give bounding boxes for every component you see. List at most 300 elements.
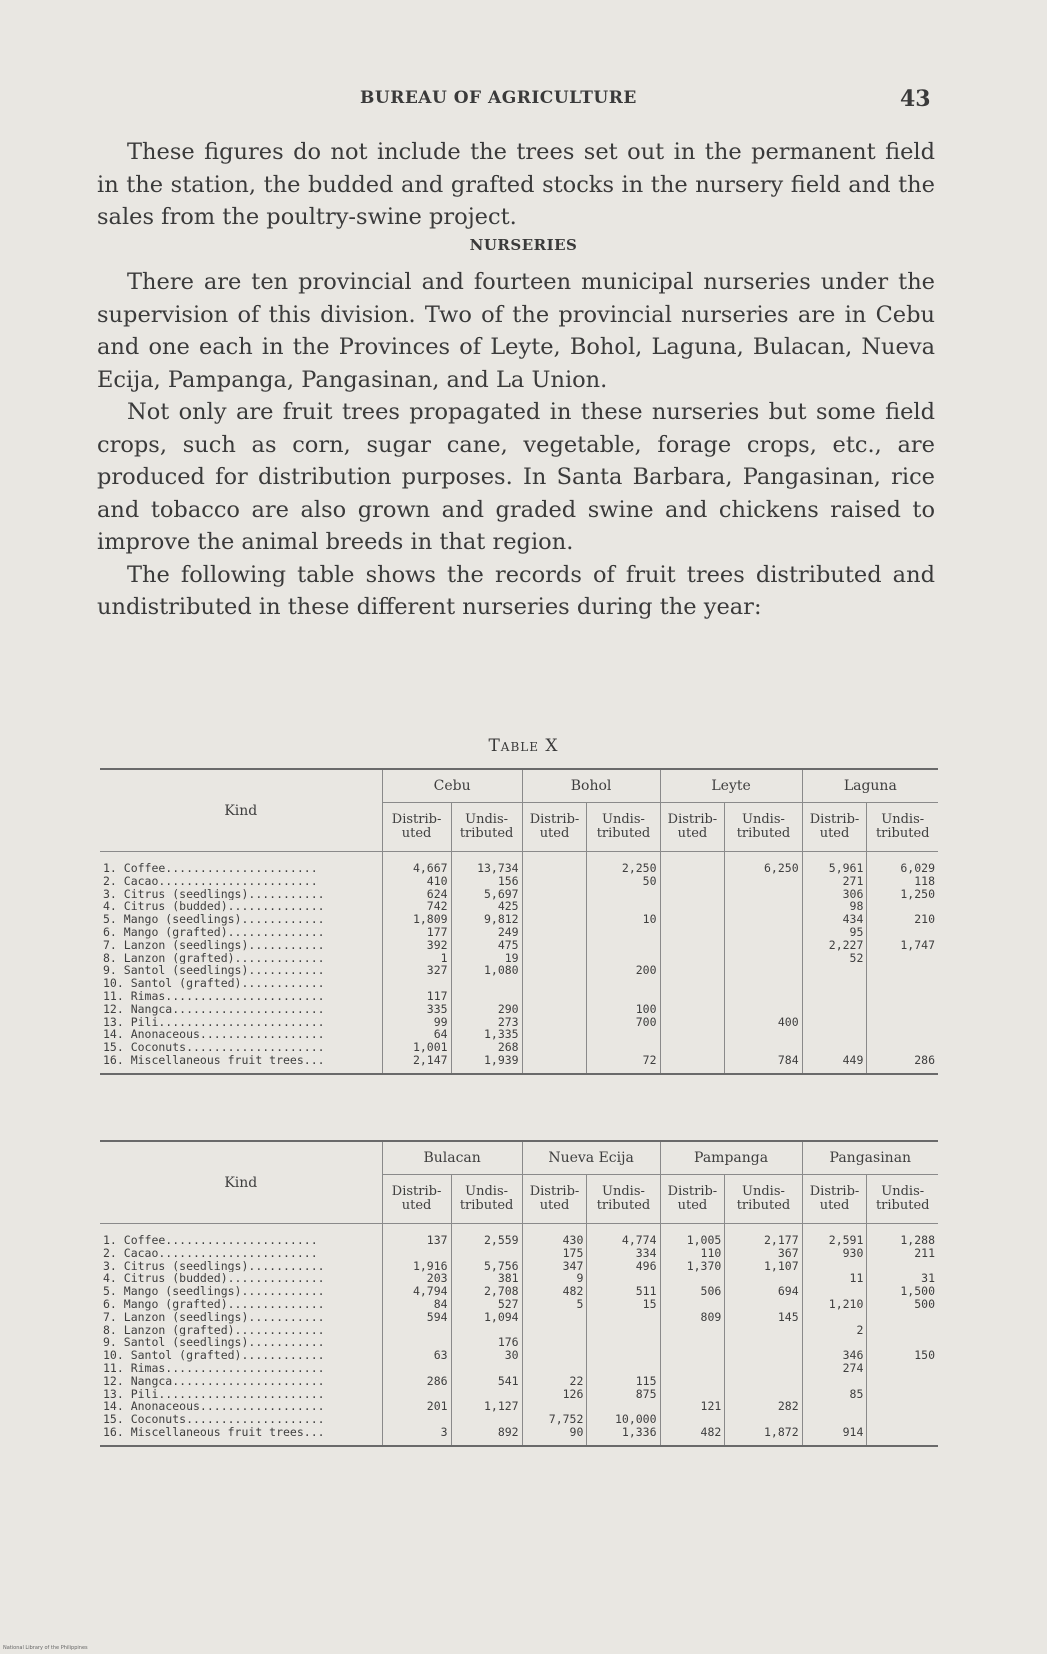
table-row [100, 852, 938, 875]
kind-cell: 4. Citrus (budded).............. [103, 900, 325, 914]
page-number: 43 [900, 86, 931, 112]
distributed-header: Distrib- uted [382, 803, 451, 852]
value-cell [587, 1362, 660, 1375]
value-cell: 15 [587, 1298, 660, 1311]
value-cell [522, 990, 587, 1003]
value-cell [660, 1028, 725, 1041]
table-row [100, 1272, 938, 1285]
value-cell: 85 [802, 1388, 867, 1401]
value-cell [522, 939, 587, 952]
value-cell [802, 1028, 867, 1041]
table-row [100, 1324, 938, 1337]
value-cell: 694 [725, 1285, 802, 1298]
value-cell [660, 875, 725, 888]
value-cell [725, 977, 802, 990]
kind-header: Kind [100, 769, 382, 852]
value-cell: 200 [587, 964, 660, 977]
nursery-table-2 [100, 1140, 938, 1447]
value-cell [867, 977, 938, 990]
distributed-header: Distrib- uted [522, 1175, 587, 1224]
value-cell [587, 1349, 660, 1362]
table-row [100, 1247, 938, 1260]
kind-cell: 14. Anonaceous.................. [103, 1028, 325, 1042]
value-cell [867, 964, 938, 977]
value-cell: 203 [382, 1272, 451, 1285]
value-cell [522, 977, 587, 990]
value-cell [660, 852, 725, 875]
distributed-header: Distrib- uted [382, 1175, 451, 1224]
province-header: Leyte [660, 769, 802, 803]
value-cell: 273 [451, 1016, 522, 1029]
table-row [100, 1285, 938, 1298]
value-cell: 1,107 [725, 1260, 802, 1273]
value-cell: 1,747 [867, 939, 938, 952]
value-cell: 5,756 [451, 1260, 522, 1273]
kind-cell: 6. Mango (grafted).............. [103, 1297, 325, 1311]
section-heading: NURSERIES [469, 236, 578, 254]
kind-cell: 15. Coconuts.................... [103, 1041, 325, 1054]
value-cell: 290 [451, 1003, 522, 1016]
value-cell [587, 1028, 660, 1041]
paragraph: These figures do not include the trees set out in the permanent field in the station, the budded and grafted stocks in the nursery field and the sales from the poultry-swine project. [97, 139, 935, 230]
value-cell [522, 1041, 587, 1054]
kind-cell: 8. Lanzon (grafted)............. [103, 1323, 325, 1337]
table-row [100, 888, 938, 901]
value-cell: 306 [802, 888, 867, 901]
province-header: Pampanga [660, 1141, 802, 1175]
value-cell: 1,005 [660, 1224, 725, 1247]
value-cell: 117 [382, 990, 451, 1003]
value-cell: 118 [867, 875, 938, 888]
value-cell: 2,708 [451, 1285, 522, 1298]
value-cell: 449 [802, 1054, 867, 1074]
undistributed-header: Undis- tributed [867, 1175, 938, 1224]
value-cell: 121 [660, 1400, 725, 1413]
value-cell: 52 [802, 952, 867, 965]
value-cell [725, 1298, 802, 1311]
value-cell: 392 [382, 939, 451, 952]
value-cell [587, 1324, 660, 1337]
value-cell: 7,752 [522, 1413, 587, 1426]
library-footer: National Library of the Philippines [3, 1645, 88, 1651]
province-header: Bulacan [382, 1141, 522, 1175]
table-row [100, 875, 938, 888]
distributed-header: Distrib- uted [802, 1175, 867, 1224]
value-cell [660, 913, 725, 926]
value-cell: 72 [587, 1054, 660, 1074]
value-cell: 1,094 [451, 1311, 522, 1324]
value-cell [867, 1426, 938, 1446]
value-cell [802, 1003, 867, 1016]
value-cell [725, 900, 802, 913]
value-cell: 327 [382, 964, 451, 977]
province-header: Pangasinan [802, 1141, 938, 1175]
value-cell: 334 [587, 1247, 660, 1260]
value-cell [802, 1016, 867, 1029]
value-cell: 22 [522, 1375, 587, 1388]
table-row [100, 952, 938, 965]
table-row [100, 990, 938, 1003]
value-cell: 400 [725, 1016, 802, 1029]
value-cell [725, 952, 802, 965]
kind-cell: 13. Pili........................ [103, 1015, 325, 1029]
value-cell: 90 [522, 1426, 587, 1446]
value-cell: 3 [382, 1426, 451, 1446]
province-header: Bohol [522, 769, 660, 803]
value-cell: 210 [867, 913, 938, 926]
value-cell: 367 [725, 1247, 802, 1260]
table-row [100, 1400, 938, 1413]
kind-cell: 12. Nangca...................... [103, 1002, 325, 1016]
value-cell [867, 1375, 938, 1388]
value-cell: 1,916 [382, 1260, 451, 1273]
value-cell: 84 [382, 1298, 451, 1311]
value-cell: 274 [802, 1362, 867, 1375]
value-cell: 9 [522, 1272, 587, 1285]
value-cell [802, 1400, 867, 1413]
value-cell: 500 [867, 1298, 938, 1311]
value-cell [522, 1324, 587, 1337]
value-cell [725, 913, 802, 926]
value-cell: 346 [802, 1349, 867, 1362]
value-cell: 784 [725, 1054, 802, 1074]
value-cell: 347 [522, 1260, 587, 1273]
value-cell [522, 1349, 587, 1362]
value-cell [660, 1054, 725, 1074]
value-cell: 177 [382, 926, 451, 939]
value-cell: 126 [522, 1388, 587, 1401]
value-cell: 892 [451, 1426, 522, 1446]
value-cell: 541 [451, 1375, 522, 1388]
table-row [100, 1003, 938, 1016]
value-cell [522, 1362, 587, 1375]
kind-cell: 6. Mango (grafted).............. [103, 925, 325, 939]
value-cell [867, 1003, 938, 1016]
value-cell: 700 [587, 1016, 660, 1029]
value-cell [660, 1003, 725, 1016]
value-cell: 930 [802, 1247, 867, 1260]
kind-cell: 8. Lanzon (grafted)............. [103, 951, 325, 965]
value-cell [725, 1003, 802, 1016]
value-cell: 1,500 [867, 1285, 938, 1298]
value-cell: 1,288 [867, 1224, 938, 1247]
value-cell: 13,734 [451, 852, 522, 875]
value-cell: 137 [382, 1224, 451, 1247]
value-cell: 914 [802, 1426, 867, 1446]
value-cell [867, 990, 938, 1003]
value-cell [382, 1324, 451, 1337]
value-cell: 10 [587, 913, 660, 926]
value-cell: 475 [451, 939, 522, 952]
kind-cell: 9. Santol (seedlings)........... [103, 964, 325, 978]
value-cell: 5,697 [451, 888, 522, 901]
value-cell [867, 1388, 938, 1401]
value-cell [660, 1016, 725, 1029]
value-cell: 4,667 [382, 852, 451, 875]
value-cell: 434 [802, 913, 867, 926]
value-cell: 482 [660, 1426, 725, 1446]
value-cell [867, 1028, 938, 1041]
province-header: Cebu [382, 769, 522, 803]
value-cell [522, 913, 587, 926]
table-caption: Table X [488, 736, 559, 756]
value-cell: 430 [522, 1224, 587, 1247]
value-cell: 156 [451, 875, 522, 888]
value-cell [451, 977, 522, 990]
table-row [100, 1311, 938, 1324]
kind-cell: 7. Lanzon (seedlings)........... [103, 938, 325, 952]
kind-cell: 3. Citrus (seedlings)........... [103, 887, 325, 901]
value-cell: 527 [451, 1298, 522, 1311]
value-cell [660, 1324, 725, 1337]
value-cell: 1,080 [451, 964, 522, 977]
kind-cell: 14. Anonaceous.................. [103, 1400, 325, 1414]
value-cell: 2,147 [382, 1054, 451, 1074]
value-cell [725, 888, 802, 901]
kind-cell: 5. Mango (seedlings)............ [103, 1285, 325, 1298]
value-cell [522, 1054, 587, 1074]
undistributed-header: Undis- tributed [451, 1175, 522, 1224]
value-cell: 100 [587, 1003, 660, 1016]
table-row [100, 964, 938, 977]
value-cell [660, 1041, 725, 1054]
value-cell: 381 [451, 1272, 522, 1285]
kind-cell: 15. Coconuts.................... [103, 1413, 325, 1426]
value-cell [522, 888, 587, 901]
value-cell [802, 990, 867, 1003]
value-cell: 2,227 [802, 939, 867, 952]
value-cell: 286 [867, 1054, 938, 1074]
value-cell: 1,809 [382, 913, 451, 926]
value-cell: 50 [587, 875, 660, 888]
value-cell [867, 1311, 938, 1324]
intro-paragraph-block [97, 136, 935, 234]
value-cell: 1,335 [451, 1028, 522, 1041]
value-cell: 1,336 [587, 1426, 660, 1446]
value-cell [660, 1362, 725, 1375]
value-cell [382, 1247, 451, 1260]
running-title: BUREAU OF AGRICULTURE [360, 88, 637, 108]
value-cell: 2,177 [725, 1224, 802, 1247]
value-cell [451, 1247, 522, 1260]
value-cell [725, 964, 802, 977]
value-cell [522, 1003, 587, 1016]
value-cell [802, 964, 867, 977]
kind-cell: 1. Coffee...................... [103, 861, 318, 875]
kind-cell: 10. Santol (grafted)............ [103, 1349, 325, 1362]
page-header [0, 86, 1047, 116]
undistributed-header: Undis- tributed [587, 1175, 660, 1224]
value-cell [451, 1362, 522, 1375]
value-cell: 482 [522, 1285, 587, 1298]
value-cell [522, 1311, 587, 1324]
table-row [100, 1375, 938, 1388]
value-cell: 511 [587, 1285, 660, 1298]
kind-cell: 5. Mango (seedlings)............ [103, 913, 325, 926]
kind-cell: 2. Cacao....................... [103, 1246, 318, 1260]
value-cell: 4,774 [587, 1224, 660, 1247]
kind-header: Kind [100, 1141, 382, 1224]
value-cell [725, 1028, 802, 1041]
table-row [100, 1260, 938, 1273]
value-cell: 335 [382, 1003, 451, 1016]
distributed-header: Distrib- uted [660, 1175, 725, 1224]
value-cell: 98 [802, 900, 867, 913]
kind-cell: 10. Santol (grafted)............ [103, 977, 325, 990]
value-cell: 506 [660, 1285, 725, 1298]
table-row [100, 1054, 938, 1074]
table-row [100, 939, 938, 952]
distributed-header: Distrib- uted [660, 803, 725, 852]
value-cell: 176 [451, 1336, 522, 1349]
value-cell: 31 [867, 1272, 938, 1285]
value-cell: 2,250 [587, 852, 660, 875]
value-cell: 2 [802, 1324, 867, 1337]
value-cell: 1,127 [451, 1400, 522, 1413]
table-row [100, 1426, 938, 1446]
value-cell [725, 1362, 802, 1375]
table-row [100, 1336, 938, 1349]
kind-cell: 9. Santol (seedlings)........... [103, 1336, 325, 1350]
value-cell [587, 1311, 660, 1324]
value-cell [522, 926, 587, 939]
value-cell: 286 [382, 1375, 451, 1388]
value-cell: 1 [382, 952, 451, 965]
value-cell [660, 1336, 725, 1349]
value-cell [522, 1016, 587, 1029]
value-cell: 249 [451, 926, 522, 939]
value-cell [660, 1375, 725, 1388]
table-row [100, 1362, 938, 1375]
value-cell [587, 1336, 660, 1349]
value-cell [725, 1336, 802, 1349]
kind-cell: 12. Nangca...................... [103, 1374, 325, 1388]
table-row [100, 1224, 938, 1247]
kind-cell: 1. Coffee...................... [103, 1233, 318, 1247]
paragraph: The following table shows the records of fruit trees distributed and undistributed in these different nurseries during the year: [97, 561, 935, 620]
value-cell: 175 [522, 1247, 587, 1260]
value-cell [802, 977, 867, 990]
province-header: Laguna [802, 769, 938, 803]
value-cell [522, 1336, 587, 1349]
value-cell: 64 [382, 1028, 451, 1041]
table-row [100, 1413, 938, 1426]
paragraph: There are ten provincial and fourteen municipal nurseries under the supervision of this division. Two of the provincial nurseries are in Cebu and one each in the Provinces of Leyte, Bohol, Laguna, Bulacan, Nueva Ecija, Pampanga, Pangasinan, and La Union. [97, 269, 935, 393]
value-cell: 4,794 [382, 1285, 451, 1298]
table-row [100, 1349, 938, 1362]
value-cell [867, 1413, 938, 1426]
kind-cell: 4. Citrus (budded).............. [103, 1272, 325, 1286]
value-cell [660, 888, 725, 901]
nurseries-paragraph-block [97, 266, 935, 624]
value-cell: 63 [382, 1349, 451, 1362]
value-cell: 6,029 [867, 852, 938, 875]
value-cell: 282 [725, 1400, 802, 1413]
value-cell [867, 926, 938, 939]
table-row [100, 1028, 938, 1041]
value-cell [660, 990, 725, 1003]
value-cell [522, 900, 587, 913]
value-cell [522, 875, 587, 888]
value-cell: 742 [382, 900, 451, 913]
kind-cell: 13. Pili........................ [103, 1387, 325, 1401]
table-row [100, 1041, 938, 1054]
undistributed-header: Undis- tributed [587, 803, 660, 852]
kind-cell: 3. Citrus (seedlings)........... [103, 1259, 325, 1273]
value-cell [522, 964, 587, 977]
table-row [100, 1016, 938, 1029]
value-cell [867, 1016, 938, 1029]
value-cell: 1,872 [725, 1426, 802, 1446]
value-cell: 30 [451, 1349, 522, 1362]
value-cell [867, 1324, 938, 1337]
value-cell [802, 1311, 867, 1324]
value-cell [725, 875, 802, 888]
value-cell [725, 939, 802, 952]
value-cell: 410 [382, 875, 451, 888]
value-cell: 1,939 [451, 1054, 522, 1074]
province-header: Nueva Ecija [522, 1141, 660, 1175]
kind-cell: 16. Miscellaneous fruit trees... [100, 1426, 382, 1446]
value-cell: 9,812 [451, 913, 522, 926]
kind-cell: 16. Miscellaneous fruit trees... [100, 1054, 382, 1074]
value-cell: 271 [802, 875, 867, 888]
value-cell [725, 1349, 802, 1362]
value-cell [867, 952, 938, 965]
value-cell [725, 926, 802, 939]
value-cell [725, 1324, 802, 1337]
table-row [100, 913, 938, 926]
value-cell [587, 926, 660, 939]
undistributed-header: Undis- tributed [725, 803, 802, 852]
value-cell [522, 852, 587, 875]
value-cell [660, 1349, 725, 1362]
value-cell: 11 [802, 1272, 867, 1285]
distributed-header: Distrib- uted [802, 803, 867, 852]
value-cell: 809 [660, 1311, 725, 1324]
table-row [100, 977, 938, 990]
value-cell [867, 1400, 938, 1413]
kind-cell: 7. Lanzon (seedlings)........... [103, 1310, 325, 1324]
value-cell: 1,001 [382, 1041, 451, 1054]
value-cell [660, 926, 725, 939]
value-cell: 1,210 [802, 1298, 867, 1311]
kind-cell: 11. Rimas....................... [103, 1361, 325, 1375]
value-cell [725, 1375, 802, 1388]
value-cell: 2,559 [451, 1224, 522, 1247]
table-row [100, 1298, 938, 1311]
value-cell: 211 [867, 1247, 938, 1260]
value-cell: 268 [451, 1041, 522, 1054]
value-cell: 1,370 [660, 1260, 725, 1273]
value-cell: 95 [802, 926, 867, 939]
value-cell: 6,250 [725, 852, 802, 875]
value-cell [522, 1028, 587, 1041]
table-row [100, 900, 938, 913]
value-cell: 10,000 [587, 1413, 660, 1426]
value-cell [587, 990, 660, 1003]
value-cell [660, 1298, 725, 1311]
value-cell: 2,591 [802, 1224, 867, 1247]
distributed-header: Distrib- uted [522, 803, 587, 852]
value-cell: 115 [587, 1375, 660, 1388]
paragraph: Not only are fruit trees propagated in these nurseries but some field crops, such as corn, sugar cane, vegetable, forage crops, etc., are produced for distribution purposes. In Santa Barbara, Pangasinan, rice and tobacco are also grown and graded swine and chickens raised to improve the animal breeds in that region. [97, 399, 935, 555]
value-cell [587, 888, 660, 901]
value-cell: 496 [587, 1260, 660, 1273]
nursery-table-1 [100, 768, 938, 1075]
undistributed-header: Undis- tributed [867, 803, 938, 852]
value-cell: 624 [382, 888, 451, 901]
